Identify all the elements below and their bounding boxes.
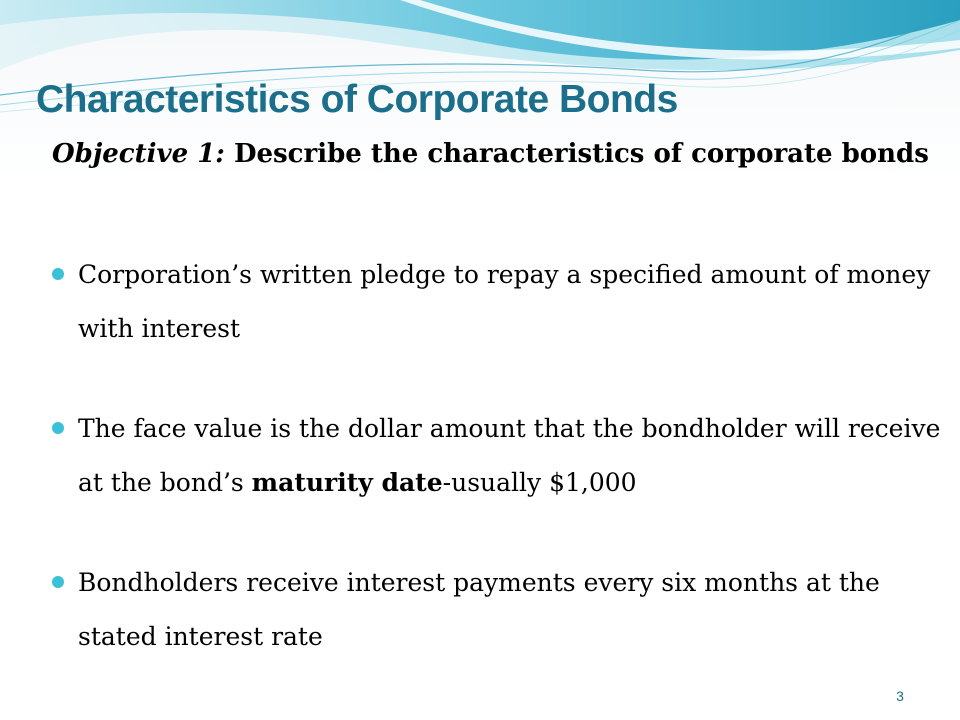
bullet-text: Corporation’s written pledge to repay a specified amount of money with interest	[78, 260, 931, 343]
objective-text: Describe the characteristics of corporate bonds	[224, 139, 929, 169]
bullet-item	[52, 248, 942, 356]
bullet-list	[52, 248, 942, 664]
objective-label: Objective 1:	[52, 139, 225, 169]
bullet-text-after: -usually $1,000	[442, 468, 637, 497]
bullet-dot-icon	[52, 422, 64, 434]
bullet-dot-icon	[52, 576, 64, 588]
bullet-text: Bondholders receive interest payments every six months at the stated interest rate	[78, 568, 880, 651]
slide-title: Characteristics of Corporate Bonds	[36, 78, 678, 121]
bullet-bold-term: maturity date	[251, 468, 443, 497]
objective	[52, 138, 958, 171]
bullet-item	[52, 402, 942, 510]
bullet-text-before: The face value is the dollar amount that the bondholder will receive at the bond’s	[78, 414, 941, 497]
bullet-item	[52, 556, 942, 664]
page-number: 3	[896, 688, 904, 704]
bullet-dot-icon	[52, 268, 64, 280]
